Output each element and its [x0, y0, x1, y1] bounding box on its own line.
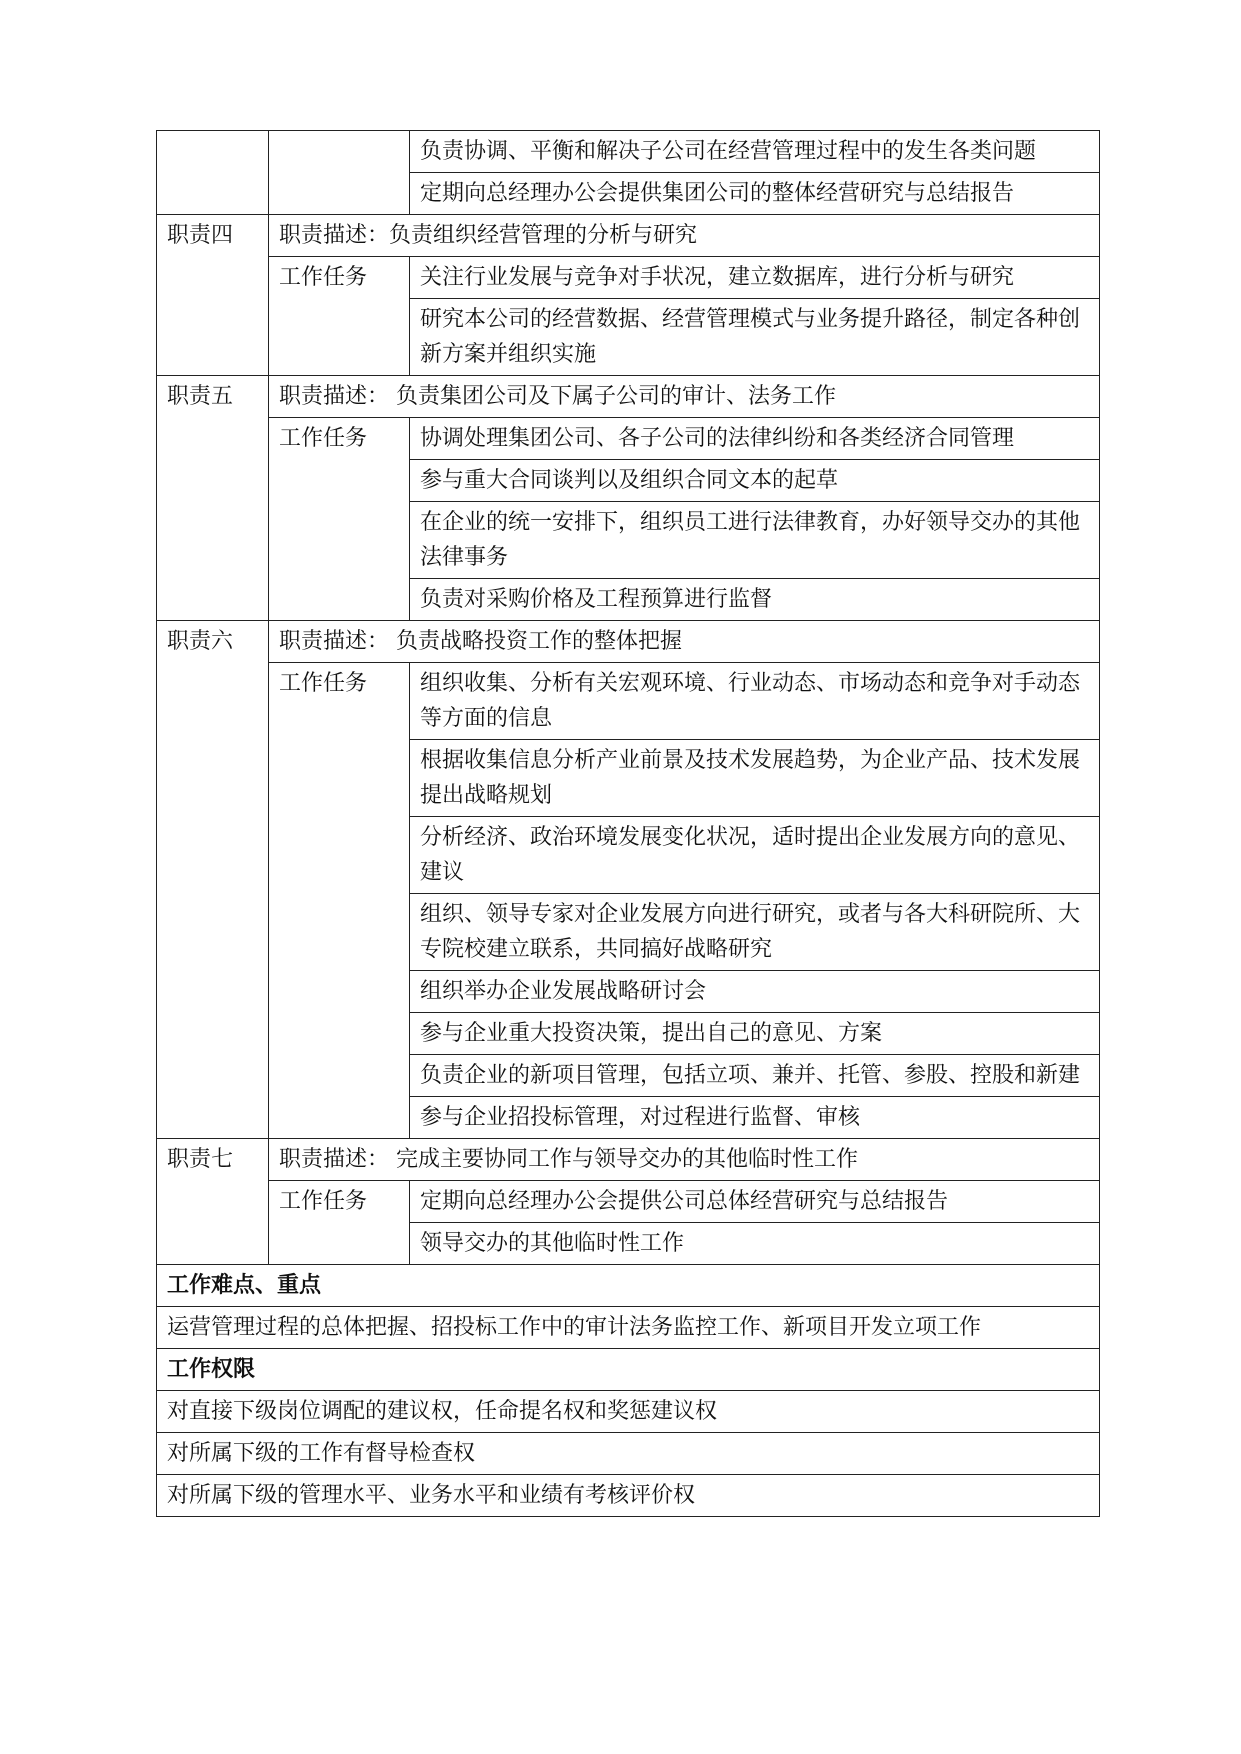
task-label: 工作任务	[269, 663, 410, 1139]
table-row	[157, 1433, 1100, 1475]
task-cell: 参与企业重大投资决策，提出自己的意见、方案	[410, 1013, 1100, 1055]
table-row	[157, 1181, 1100, 1223]
task-cell: 参与企业招投标管理，对过程进行监督、审核	[410, 1097, 1100, 1139]
task-cell: 组织举办企业发展战略研讨会	[410, 971, 1100, 1013]
table-row	[157, 131, 1100, 173]
task-cell: 分析经济、政治环境发展变化状况，适时提出企业发展方向的意见、建议	[410, 817, 1100, 894]
task-cell: 根据收集信息分析产业前景及技术发展趋势，为企业产品、技术发展提出战略规划	[410, 740, 1100, 817]
duty-description: 职责描述： 负责战略投资工作的整体把握	[269, 621, 1100, 663]
duty-label: 职责四	[157, 215, 269, 376]
task-cell: 定期向总经理办公会提供集团公司的整体经营研究与总结报告	[410, 173, 1100, 215]
task-cell: 负责企业的新项目管理，包括立项、兼并、托管、参股、控股和新建	[410, 1055, 1100, 1097]
authority-item: 对直接下级岗位调配的建议权，任命提名权和奖惩建议权	[157, 1391, 1100, 1433]
task-cell: 定期向总经理办公会提供公司总体经营研究与总结报告	[410, 1181, 1100, 1223]
table-row	[157, 1475, 1100, 1517]
table-row	[157, 1307, 1100, 1349]
task-label: 工作任务	[269, 1181, 410, 1265]
table-row	[157, 215, 1100, 257]
table-row	[157, 257, 1100, 299]
task-cell: 组织收集、分析有关宏观环境、行业动态、市场动态和竞争对手动态等方面的信息	[410, 663, 1100, 740]
difficulties-text: 运营管理过程的总体把握、招投标工作中的审计法务监控工作、新项目开发立项工作	[157, 1307, 1100, 1349]
task-cell: 负责对采购价格及工程预算进行监督	[410, 579, 1100, 621]
task-label: 工作任务	[269, 257, 410, 376]
duty-label-cell	[157, 131, 269, 215]
authority-item: 对所属下级的工作有督导检查权	[157, 1433, 1100, 1475]
duty-label: 职责五	[157, 376, 269, 621]
task-cell: 参与重大合同谈判以及组织合同文本的起草	[410, 460, 1100, 502]
table-row	[157, 1139, 1100, 1181]
authority-heading: 工作权限	[157, 1349, 1100, 1391]
difficulties-heading: 工作难点、重点	[157, 1265, 1100, 1307]
task-label-cell	[269, 131, 410, 215]
duty-label: 职责六	[157, 621, 269, 1139]
table-row	[157, 418, 1100, 460]
task-cell: 负责协调、平衡和解决子公司在经营管理过程中的发生各类问题	[410, 131, 1100, 173]
task-cell: 关注行业发展与竞争对手状况，建立数据库，进行分析与研究	[410, 257, 1100, 299]
job-description-page	[156, 130, 1100, 1517]
authority-item: 对所属下级的管理水平、业务水平和业绩有考核评价权	[157, 1475, 1100, 1517]
duty-label: 职责七	[157, 1139, 269, 1265]
task-cell: 研究本公司的经营数据、经营管理模式与业务提升路径，制定各种创新方案并组织实施	[410, 299, 1100, 376]
table-row	[157, 663, 1100, 740]
duty-description: 职责描述： 负责集团公司及下属子公司的审计、法务工作	[269, 376, 1100, 418]
table-row	[157, 621, 1100, 663]
task-cell: 协调处理集团公司、各子公司的法律纠纷和各类经济合同管理	[410, 418, 1100, 460]
task-cell: 在企业的统一安排下，组织员工进行法律教育，办好领导交办的其他法律事务	[410, 502, 1100, 579]
table-row	[157, 1391, 1100, 1433]
table-row	[157, 1265, 1100, 1307]
task-label: 工作任务	[269, 418, 410, 621]
duty-table	[156, 130, 1100, 1517]
table-row	[157, 1349, 1100, 1391]
task-cell: 领导交办的其他临时性工作	[410, 1223, 1100, 1265]
table-row	[157, 376, 1100, 418]
task-cell: 组织、领导专家对企业发展方向进行研究，或者与各大科研院所、大专院校建立联系，共同搞好战略研究	[410, 894, 1100, 971]
duty-description: 职责描述：负责组织经营管理的分析与研究	[269, 215, 1100, 257]
duty-description: 职责描述： 完成主要协同工作与领导交办的其他临时性工作	[269, 1139, 1100, 1181]
